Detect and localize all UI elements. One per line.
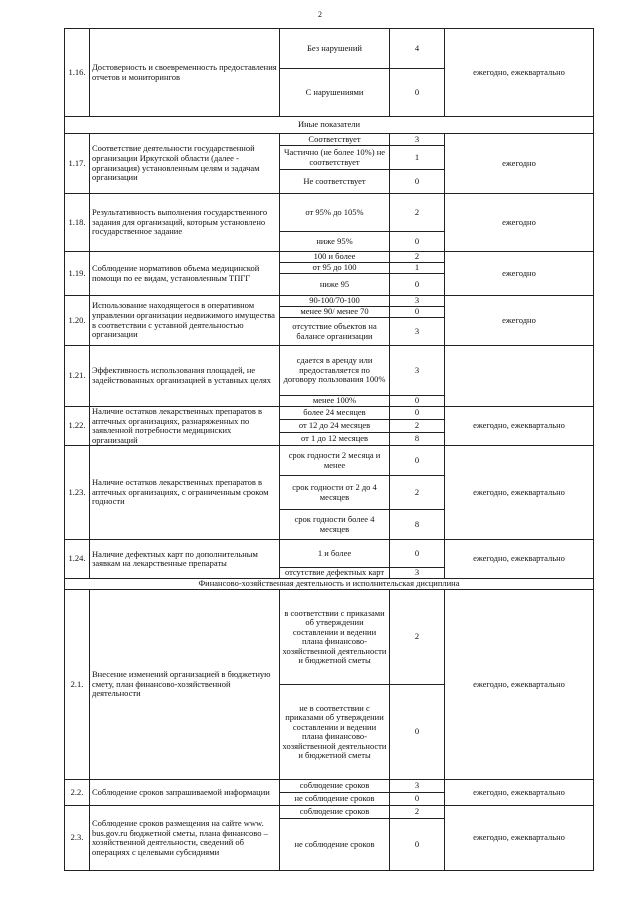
score: 4	[390, 29, 445, 69]
indicator-name: Соответствие деятельности государственной организации Иркутской области (далее - организация) установленным целям и задачам организации	[90, 134, 280, 194]
score: 2	[390, 476, 445, 510]
score: 0	[390, 407, 445, 420]
indicator-name: Достоверность и своевременность предоставления отчетов и мониторингов	[90, 29, 280, 117]
score: 0	[390, 819, 445, 871]
criterion: отсутствие дефектных карт	[280, 568, 390, 579]
criterion: Частично (не более 10%) не соответствует	[280, 146, 390, 170]
period: ежегодно	[445, 296, 594, 346]
table-row	[65, 194, 594, 232]
indicator-name: Эффективность использования площадей, не задействованных организацией в уставных целях	[90, 346, 280, 407]
indicator-name: Использование находящегося в оперативном управлении организации недвижимого имущества в соответствии с уставной деятельностью организации	[90, 296, 280, 346]
period: ежегодно, ежеквартально	[445, 590, 594, 780]
score: 2	[390, 590, 445, 685]
score: 0	[390, 170, 445, 194]
criterion: 90-100/70-100	[280, 296, 390, 307]
criterion: в соответствии с приказами об утверждении составлении и ведении плана финансово-хозяйственной деятельности и бюджетной сметы	[280, 590, 390, 685]
indicator-name: Результативность выполнения государственного задания для организаций, которым установлено государственное задание	[90, 194, 280, 252]
indicator-name: Внесение изменений организацией в бюджетную смету, план финансово-хозяйственной деятельности	[90, 590, 280, 780]
score: 3	[390, 346, 445, 396]
score: 0	[390, 446, 445, 476]
criterion: от 12 до 24 месяцев	[280, 420, 390, 433]
section-header-row	[65, 579, 594, 590]
period	[445, 346, 594, 407]
score: 0	[390, 274, 445, 296]
table-row	[65, 134, 594, 146]
score: 0	[390, 685, 445, 780]
criterion: сдается в аренду или предоставляется по договору пользования 100%	[280, 346, 390, 396]
criterion: более 24 месяцев	[280, 407, 390, 420]
indicator-name: Наличие дефектных карт по дополнительным заявкам на лекарственные препараты	[90, 540, 280, 579]
score: 2	[390, 420, 445, 433]
score: 1	[390, 146, 445, 170]
row-number: 1.22.	[65, 407, 90, 446]
criterion: 100 и более	[280, 252, 390, 263]
criterion: отсутствие объектов на балансе организации	[280, 318, 390, 346]
row-number: 1.20.	[65, 296, 90, 346]
criterion: от 1 до 12 месяцев	[280, 433, 390, 446]
row-number: 2.3.	[65, 806, 90, 871]
period: ежегодно	[445, 134, 594, 194]
score: 2	[390, 252, 445, 263]
score: 0	[390, 232, 445, 252]
criterion: 1 и более	[280, 540, 390, 568]
page-number: 2	[318, 10, 322, 19]
criterion: не соблюдение сроков	[280, 793, 390, 806]
indicator-name: Наличие остатков лекарственных препаратов в аптечных организациях, разнаряженных по заявленной потребности медицинских организаций	[90, 407, 280, 446]
table-row	[65, 540, 594, 568]
row-number: 1.17.	[65, 134, 90, 194]
row-number: 1.19.	[65, 252, 90, 296]
score: 0	[390, 69, 445, 117]
period: ежегодно	[445, 252, 594, 296]
score: 2	[390, 806, 445, 819]
criterion: не соблюдение сроков	[280, 819, 390, 871]
table-row	[65, 590, 594, 685]
row-number: 2.2.	[65, 780, 90, 806]
period: ежегодно, ежеквартально	[445, 780, 594, 806]
section-header-row	[65, 117, 594, 134]
indicators-table	[64, 28, 594, 871]
criterion: от 95% до 105%	[280, 194, 390, 232]
criterion: менее 90/ менее 70	[280, 307, 390, 318]
row-number: 1.21.	[65, 346, 90, 407]
criterion: С нарушениями	[280, 69, 390, 117]
indicator-name: Соблюдение сроков запрашиваемой информации	[90, 780, 280, 806]
criterion: соблюдение сроков	[280, 806, 390, 819]
criterion: ниже 95	[280, 274, 390, 296]
period: ежегодно, ежеквартально	[445, 407, 594, 446]
score: 0	[390, 307, 445, 318]
score: 0	[390, 793, 445, 806]
period: ежегодно, ежеквартально	[445, 446, 594, 540]
criterion: соблюдение сроков	[280, 780, 390, 793]
indicator-name: Соблюдение нормативов объема медицинской помощи по ее видам, установленным ТПГГ	[90, 252, 280, 296]
criterion: менее 100%	[280, 396, 390, 407]
table-row	[65, 806, 594, 819]
score: 8	[390, 433, 445, 446]
row-number: 1.16.	[65, 29, 90, 117]
criterion: Не соответствует	[280, 170, 390, 194]
table-row	[65, 29, 594, 69]
score: 1	[390, 263, 445, 274]
score: 3	[390, 318, 445, 346]
score: 3	[390, 780, 445, 793]
table-row	[65, 252, 594, 263]
criterion: не в соответствии с приказами об утверждении составлении и ведении плана финансово-хозяйственной деятельности и бюджетной сметы	[280, 685, 390, 780]
score: 3	[390, 296, 445, 307]
table-row	[65, 296, 594, 307]
row-number: 1.23.	[65, 446, 90, 540]
row-number: 2.1.	[65, 590, 90, 780]
score: 0	[390, 540, 445, 568]
score: 3	[390, 134, 445, 146]
period: ежегодно	[445, 194, 594, 252]
section-title: Финансово-хозяйственная деятельность и исполнительская дисциплина	[65, 579, 594, 590]
criterion: срок годности 2 месяца и менее	[280, 446, 390, 476]
criterion: Соответствует	[280, 134, 390, 146]
table-row	[65, 446, 594, 476]
score: 8	[390, 510, 445, 540]
criterion: Без нарушений	[280, 29, 390, 69]
criterion: срок годности более 4 месяцев	[280, 510, 390, 540]
table-row	[65, 407, 594, 420]
period: ежегодно, ежеквартально	[445, 29, 594, 117]
score: 3	[390, 568, 445, 579]
period: ежегодно, ежеквартально	[445, 806, 594, 871]
indicator-name: Соблюдение сроков размещения на сайте www. bus.gov.ru бюджетной сметы, плана финансово – хозяйственной деятельности, сведений об операциях с целевыми субсидиями	[90, 806, 280, 871]
table-row	[65, 346, 594, 396]
table-row	[65, 780, 594, 793]
indicator-name: Наличие остатков лекарственных препаратов в аптечных организациях, с ограниченным сроком годности	[90, 446, 280, 540]
row-number: 1.24.	[65, 540, 90, 579]
criterion: срок годности от 2 до 4 месяцев	[280, 476, 390, 510]
score: 2	[390, 194, 445, 232]
row-number: 1.18.	[65, 194, 90, 252]
section-title: Иные показатели	[65, 117, 594, 134]
criterion: от 95 до 100	[280, 263, 390, 274]
score: 0	[390, 396, 445, 407]
criterion: ниже 95%	[280, 232, 390, 252]
period: ежегодно, ежеквартально	[445, 540, 594, 579]
